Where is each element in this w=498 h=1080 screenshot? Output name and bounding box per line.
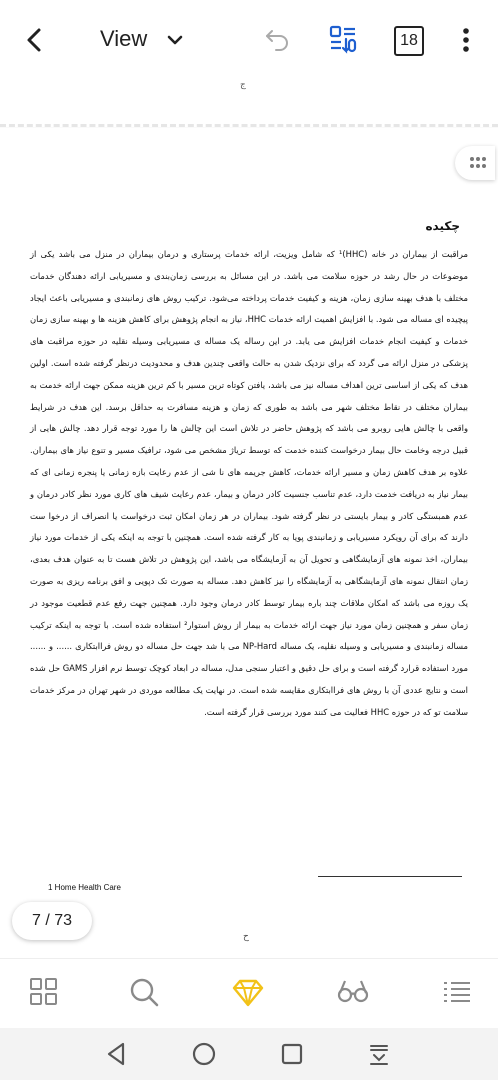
page-count-badge[interactable]: 18 <box>394 26 424 56</box>
previous-page-bottom <box>0 78 498 127</box>
abstract-paragraph: مراقبت از بیماران در خانه (HHC)¹ که شامل ویزیت، ارائه خدمات پرستاری و درمان بیماران در منزل می باشد یکی از موضوعات در حال رشد در حوزه سلامت می باشد. در این مسائل به بررسی زمان‌بندی و مسیریابی ارائه دهندگان خدمات مختلف با هدف بهینه سازی زمان، هزینه و کیفیت خدمات پرداخته می‌شود. ترکیب روش های زمانبندی و مسیریابی باعث ایجاد پیچیده ای مساله می شود. با افزایش اهمیت ارائه خدمات HHC، نیاز به انجام پژوهش برای کاهش هزینه ها و بهینه سازی زمان خدمات و کیفیت انجام خدمات افزایش می یابد. در این رساله یک مساله ی مسیریابی وسیله نقلیه در حوزه مراقبت های پزشکی در منزل ارائه می گردد که برای نزدیک شدن به حالت واقعی چندین هدف و محدودیت درنظر گرفته شده است. اولین هدف که یکی از اساسی ترین اهداف مساله نیز می باشد، یافتن کوتاه ترین مسیر با کم ترین هزینه ممکن جهت ارائه خدمت به بیماران مختلف در نقاط مختلف شهر می باشد به طوری که زمان و هزینه مسافرت به حداقل برسد. این هدف در شرایط واقعی با چالش هایی روبرو می باشد که پژوهش حاضر در تلاش است این چالش ها را مورد توجه قرار دهد. چالش هایی از قبیل درجه وخامت حال بیمار درخواست کننده خدمت که توسط تریاژ مشخص می شود، ترافیک مسیر و تنوع نیاز های بیماران. علاوه بر هدف کاهش زمان و مسیر ارائه خدمات، کاهش جریمه های نا شی از عدم رعایت بازه زمانی یا پنجره زمانی ای که بیمار نیاز به دریافت خدمت دارد، عدم تناسب جنسیت کادر درمان و بیمار، عدم رعایت شیف های کاری مورد نظر کادر درمان و عدم همبستگی کادر و بیمار بایستی در نظر گرفته شود. بیماران در هر زمان امکان ثبت درخواست یا انصراف از درخوا ست دارند که برای آن رویکرد مسیریابی و زمانبندی پویا به کار گرفته شده است. همچنین با توجه به اینکه یکی از خدمات مورد نیاز بیماران، اخذ نمونه های آزمایشگاهی و تحویل آن به آزمایشگاه می باشد، این پژوهش در تلاش هست تا به عنوان هدف بعدی، زمان انتقال نمونه های آزمایشگاهی به آزمایشگاه را نیز کاهش دهد. مساله به صورت تک دپویی و افق برنامه ریزی به صورت یک روزه می باشد که امکان ملاقات چند باره بیمار توسط کادر درمان وجود دارد. همچنین جهت رفع عدم قطعیت موجود در زمان سفر و همچنین زمان مورد نیاز جهت ارائه خدمات به بیمار از روش استوار² استفاده شده است. با توجه به اینکه ترکیب مساله زمانبندی و مسیریابی و وسیله نقلیه، یک مساله NP-Hard می با شد جهت حل مساله دو روش فراابتکاری ...... و ...... مورد استفاده قرارد گرفته است و برای حل دقیق و اعتبار سنجی مدل، مساله در ابعاد کوچک توسط نرم افزار GAMS حل شده است و نتایج عددی آن با روش های فراابتکاری مقایسه شده است. در نهایت یک مطالعه موردی در شهر تهران در مرکز خدمات سلامت تو که در حوزه HHC فعالیت می کنند مورد بررسی قرار گرفته است. <box>30 249 469 717</box>
more-vertical-icon[interactable] <box>456 24 476 56</box>
abstract-heading: چکیده <box>425 219 460 233</box>
reflow-text-icon[interactable] <box>328 24 358 56</box>
back-arrow-icon[interactable] <box>20 24 48 56</box>
nav-home-circle-icon[interactable] <box>191 1041 217 1067</box>
premium-diamond-icon[interactable] <box>231 975 265 1009</box>
search-icon[interactable] <box>127 975 161 1009</box>
page-indicator[interactable]: 7 / 73 <box>12 902 92 940</box>
footnote: 1 Home Health Care <box>48 883 121 892</box>
side-panel-handle[interactable] <box>455 146 495 180</box>
outline-list-icon[interactable] <box>440 975 474 1009</box>
view-menu-label[interactable]: View <box>100 26 148 51</box>
undo-icon[interactable] <box>262 25 292 55</box>
app-header <box>0 0 498 78</box>
reading-mode-glasses-icon[interactable] <box>336 975 370 1009</box>
thumbnails-grid-icon[interactable] <box>27 975 61 1009</box>
system-navigation-bar <box>0 1028 498 1080</box>
previous-page-number: ج <box>240 80 246 90</box>
nav-hide-keyboard-icon[interactable] <box>366 1041 392 1067</box>
grip-dots-icon <box>455 146 495 180</box>
page-footer-number: ح <box>243 932 249 942</box>
nav-recents-square-icon[interactable] <box>279 1041 305 1067</box>
footnote-divider <box>318 876 462 877</box>
nav-back-triangle-icon[interactable] <box>104 1041 130 1067</box>
bottom-toolbar <box>0 958 498 1029</box>
chevron-down-icon[interactable] <box>165 30 185 50</box>
